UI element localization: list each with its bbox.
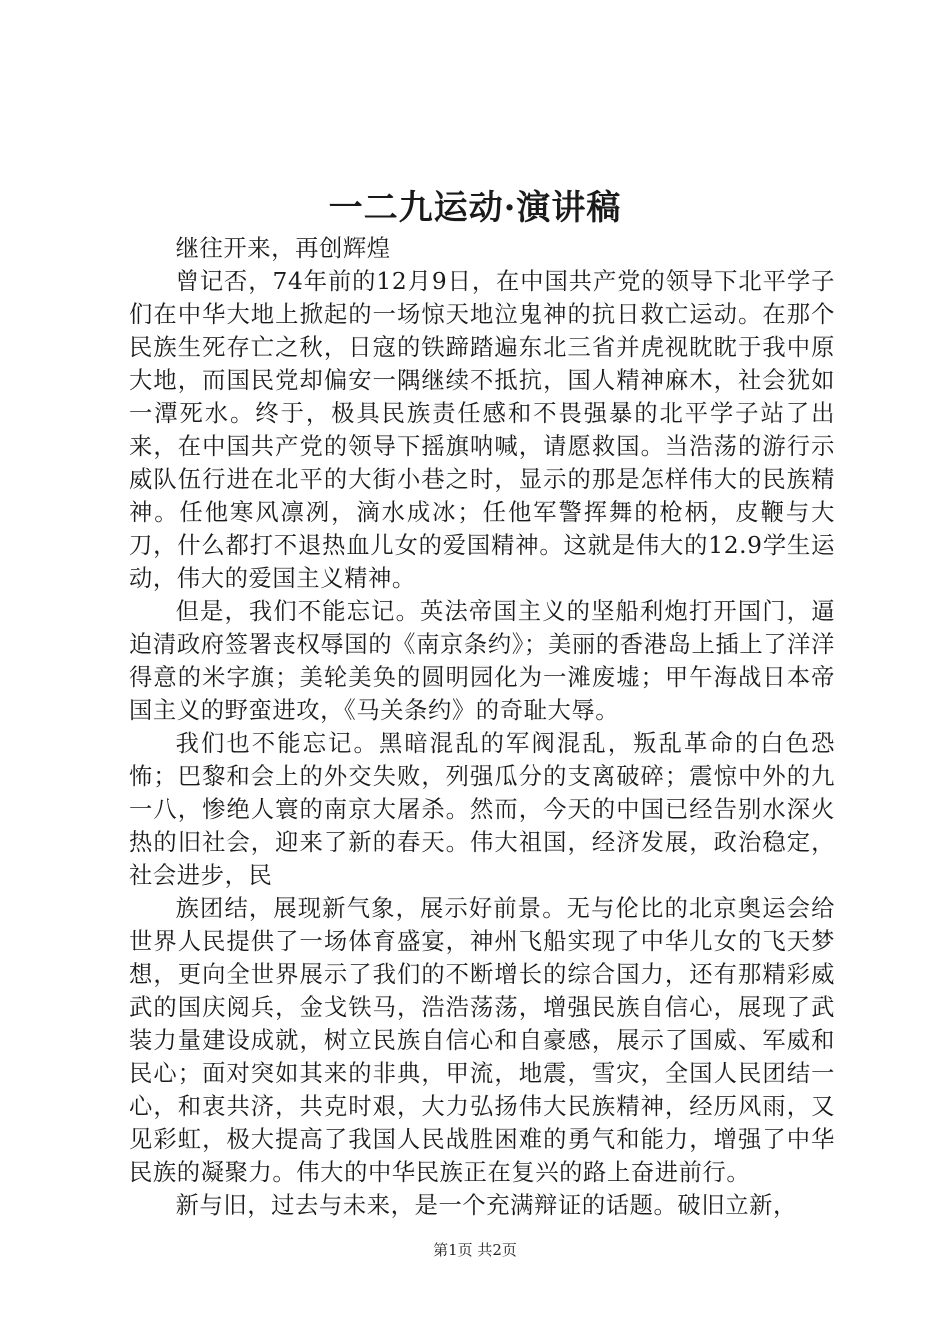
paragraph-3: 我们也不能忘记。黑暗混乱的军阀混乱，叛乱革命的白色恐怖；巴黎和会上的外交失败，列强瓜分的支离破碎；震惊中外的九一八，惨绝人寰的南京大屠杀。然而，今天的中国已经告别水深火热的旧社会，迎来了新的春天。伟大祖国，经济发展，政治稳定，社会进步，民 (129, 730, 835, 889)
document-body (129, 232, 835, 1222)
page-footer: 第1页 共2页 (433, 1241, 517, 1259)
paragraph-5: 新与旧，过去与未来，是一个充满辩证的话题。破旧立新， (175, 1192, 797, 1219)
paragraph-4: 族团结，展现新气象，展示好前景。无与伦比的北京奥运会给世界人民提供了一场体育盛宴，神州飞船实现了中华儿女的飞天梦想，更向全世界展示了我们的不断增长的综合国力，还有那精彩威武的国庆阅兵，金戈铁马，浩浩荡荡，增强民族自信心，展现了武装力量建设成就，树立民族自信心和自豪感，展示了国威、军威和民心；面对突如其来的非典，甲流，地震，雪灾，全国人民团结一心，和衷共济，共克时艰，大力弘扬伟大民族精神，经历风雨，又见彩虹，极大提高了我国人民战胜困难的勇气和能力，增强了中华民族的凝聚力。伟大的中华民族正在复兴的路上奋进前行。 (129, 895, 835, 1186)
paragraph-2: 但是，我们不能忘记。英法帝国主义的坚船利炮打开国门，逼迫清政府签署丧权辱国的《南京条约》；美丽的香港岛上插上了洋洋得意的米字旗；美轮美奂的圆明园化为一滩废墟；甲午海战日本帝国主义的野蛮进攻，《马关条约》的奇耻大辱。 (129, 598, 835, 724)
page-title: 一二九运动·演讲稿 (328, 188, 622, 228)
paragraph-1: 曾记否，74年前的12月9日，在中国共产党的领导下北平学子们在中华大地上掀起的一场惊天地泣鬼神的抗日救亡运动。在那个民族生死存亡之秋，日寇的铁蹄踏遍东北三省并虎视眈眈于我中原大地，而国民党却偏安一隅继续不抵抗，国人精神麻木，社会犹如一潭死水。终于，极具民族责任感和不畏强暴的北平学子站了出来，在中国共产党的领导下摇旗呐喊，请愿救国。当浩荡的游行示威队伍行进在北平的大街小巷之时，显示的那是怎样伟大的民族精神。任他寒风凛冽，滴水成冰；任他军警挥舞的枪柄，皮鞭与大刀，什么都打不退热血儿女的爱国精神。这就是伟大的12.9学生运动，伟大的爱国主义精神。 (129, 268, 835, 592)
subtitle: 继往开来，再创辉煌 (175, 235, 391, 262)
